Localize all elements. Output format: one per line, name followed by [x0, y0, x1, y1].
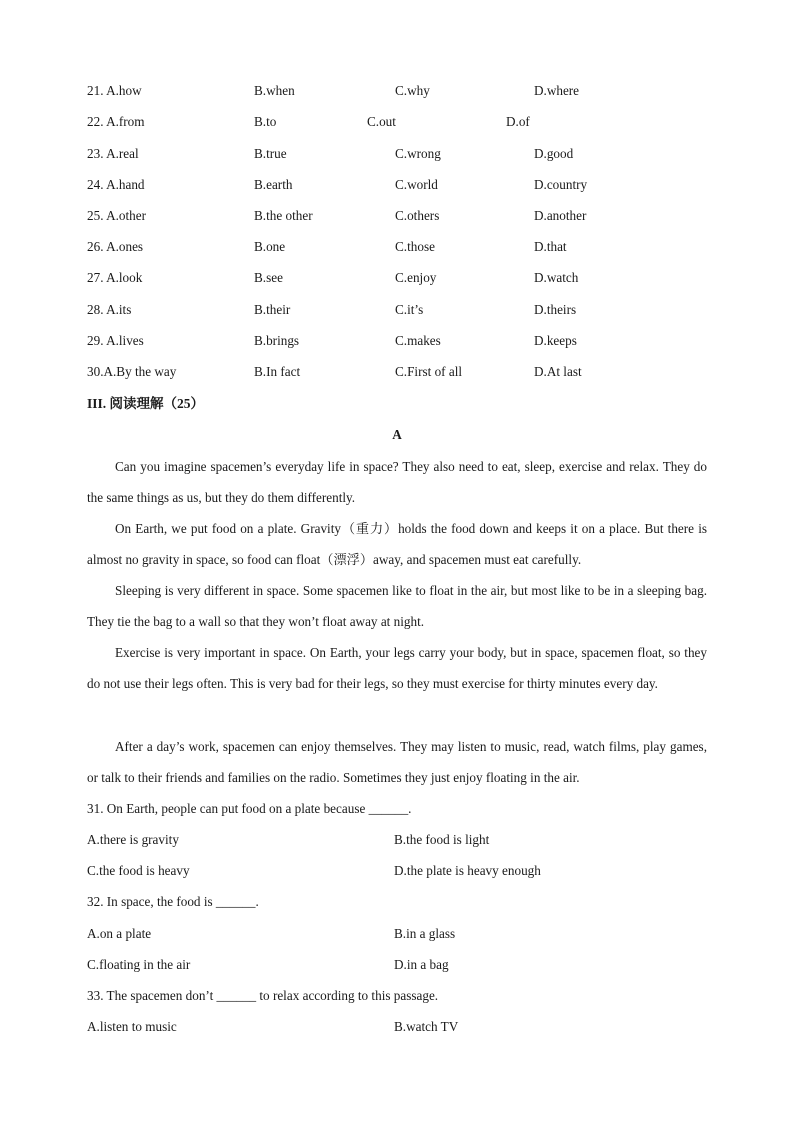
option-b: B.the food is light — [394, 832, 490, 847]
question-number: 24. — [87, 177, 107, 192]
option-b: B.in a glass — [394, 926, 456, 941]
question-stem: 31. On Earth, people can put food on a plate because ______. — [87, 801, 412, 816]
question-number: 26. — [87, 239, 107, 254]
option-a: A.lives — [106, 333, 144, 348]
option-b: B.watch TV — [394, 1019, 459, 1034]
option-d: D.another — [534, 208, 587, 223]
option-b: B.their — [254, 302, 291, 317]
option-a: A.ones — [106, 239, 144, 254]
question-number: 27. — [87, 270, 107, 285]
section-title: III. 阅读理解（25） — [87, 396, 205, 411]
option-a: A.there is gravity — [87, 832, 179, 847]
option-a: A.listen to music — [87, 1019, 177, 1034]
option-b: B.the other — [254, 208, 313, 223]
option-d: D.where — [534, 83, 580, 98]
question-stem: 33. The spacemen don’t ______ to relax according to this passage. — [87, 988, 439, 1003]
option-d: D.country — [534, 177, 588, 192]
option-b: B.to — [254, 114, 277, 129]
question-number: 22. — [87, 114, 107, 129]
option-a: A.real — [106, 146, 139, 161]
option-b: B.when — [254, 83, 295, 98]
option-c: C.world — [395, 177, 438, 192]
option-c: C.enjoy — [395, 270, 437, 285]
option-d: D.the plate is heavy enough — [394, 863, 541, 878]
question-number: 21. — [87, 83, 107, 98]
option-c: C.others — [395, 208, 440, 223]
passage-paragraph: Exercise is very important in space. On Earth, your legs carry your body, but in space, spacemen float, so they do not use their legs often. This is very bad for their legs, so they must exercise for thirty minutes every day. — [87, 645, 707, 692]
passage-paragraph: After a day’s work, spacemen can enjoy themselves. They may listen to music, read, watch films, play games, or talk to their friends and families on the radio. Sometimes they just enjoy floating in the air. — [87, 739, 707, 786]
question-number: 28. — [87, 302, 107, 317]
option-a: A.how — [106, 83, 142, 98]
passage-label: A — [392, 427, 402, 442]
question-number: 29. — [87, 333, 107, 348]
option-a: A.from — [106, 114, 145, 129]
option-a: A.other — [106, 208, 146, 223]
option-d: D.theirs — [534, 302, 577, 317]
question-stem: 32. In space, the food is ______. — [87, 894, 259, 909]
option-d: D.of — [506, 114, 530, 129]
option-a: A.look — [106, 270, 143, 285]
option-b: B.brings — [254, 333, 300, 348]
question-number: 25. — [87, 208, 107, 223]
option-d: D.in a bag — [394, 957, 449, 972]
option-b: B.see — [254, 270, 283, 285]
option-a: A.on a plate — [87, 926, 152, 941]
option-a: A.its — [106, 302, 132, 317]
option-c: C.First of all — [395, 364, 463, 379]
option-d: D.that — [534, 239, 567, 254]
option-c: C.the food is heavy — [87, 863, 190, 878]
option-b: B.one — [254, 239, 286, 254]
option-c: C.it’s — [395, 302, 424, 317]
option-c: C.those — [395, 239, 435, 254]
option-a: A.hand — [106, 177, 145, 192]
option-c: C.wrong — [395, 146, 441, 161]
passage-paragraph: Can you imagine spacemen’s everyday life in space? They also need to eat, sleep, exercise and relax. They do the same things as us, but they do them differently. — [87, 459, 707, 506]
option-b: B.earth — [254, 177, 293, 192]
passage-paragraph: On Earth, we put food on a plate. Gravity（重力）holds the food down and keeps it on a place. But there is almost no gravity in space, so food can float（漂浮）away, and spacemen must eat carefully. — [87, 521, 707, 568]
option-d: D.At last — [534, 364, 582, 379]
option-d: D.watch — [534, 270, 579, 285]
option-c: C.makes — [395, 333, 441, 348]
option-c: C.out — [367, 114, 396, 129]
option-b: B.In fact — [254, 364, 301, 379]
question-number: 30. — [87, 364, 104, 379]
option-d: D.keeps — [534, 333, 577, 348]
option-c: C.floating in the air — [87, 957, 191, 972]
option-b: B.true — [254, 146, 287, 161]
option-a: A.By the way — [103, 364, 177, 379]
option-d: D.good — [534, 146, 574, 161]
option-c: C.why — [395, 83, 430, 98]
passage-paragraph: Sleeping is very different in space. Some spacemen like to float in the air, but most like to be in a sleeping bag. They tie the bag to a wall so that they won’t float away at night. — [87, 583, 707, 630]
question-number: 23. — [87, 146, 107, 161]
